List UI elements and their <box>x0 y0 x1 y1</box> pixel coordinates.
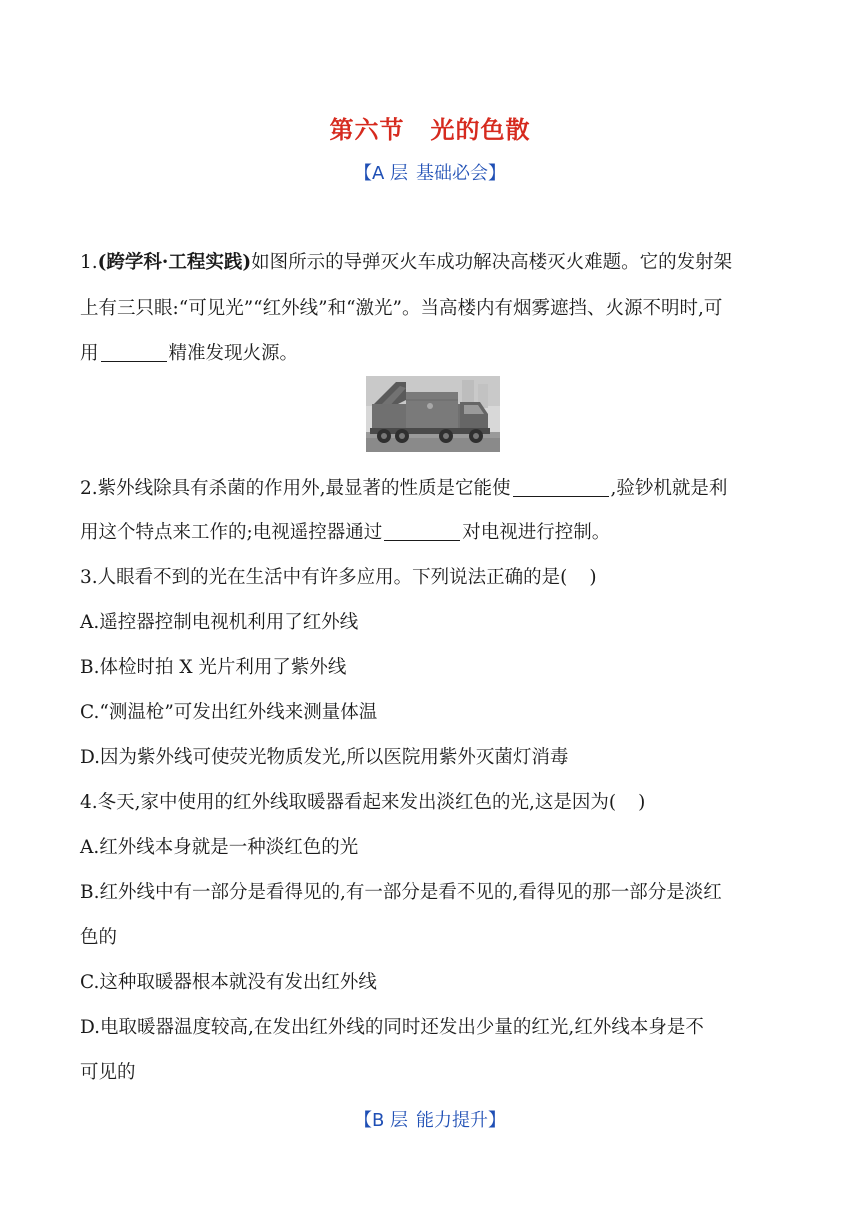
section-name: 能力提升 <box>416 1110 489 1131</box>
section-layer: B 层 <box>371 1110 409 1131</box>
q1-tag: (跨学科·工程实践) <box>97 252 252 273</box>
fire-truck-photo <box>366 376 500 452</box>
q3-stem-text: 3.人眼看不到的光在生活中有许多应用。下列说法正确的是( <box>80 567 568 588</box>
q3-option-b: B.体检时拍 X 光片利用了紫外线 <box>80 657 347 678</box>
bracket-close: 】 <box>488 1110 507 1131</box>
q1-text: 如图所示的导弹灭火车成功解决高楼灭火难题。它的发射架 <box>251 252 733 273</box>
bracket-open: 【 <box>353 163 372 184</box>
q2-line1-post: ,验钞机就是利 <box>610 478 728 499</box>
bracket-open: 【 <box>353 1110 372 1131</box>
title-part1: 第六节 <box>329 116 405 144</box>
page-title <box>0 110 860 145</box>
q4-option-c: C.这种取暖器根本就没有发出红外线 <box>80 972 377 993</box>
q4-option-a: A.红外线本身就是一种淡红色的光 <box>80 837 359 858</box>
section-b-header <box>0 1106 860 1132</box>
q2-answer-blank-2[interactable] <box>384 522 460 541</box>
q3-option-a: A.遥控器控制电视机利用了红外线 <box>80 612 359 633</box>
q2-answer-blank-1[interactable] <box>513 478 609 497</box>
section-a-header <box>0 159 860 185</box>
q2-line1 <box>80 477 727 501</box>
q4-stem-text: 4.冬天,家中使用的红外线取暖器看起来发出淡红色的光,这是因为( <box>80 792 617 813</box>
q4-stem-close: ) <box>638 792 646 813</box>
q3-option-c: C.“测温枪”可发出红外线来测量体温 <box>80 702 378 723</box>
q1-line3-pre: 用 <box>80 343 99 364</box>
q1-line3 <box>80 342 298 366</box>
q2-line1-pre: 2.紫外线除具有杀菌的作用外,最显著的性质是它能使 <box>80 478 511 499</box>
title-part2: 光的色散 <box>430 116 531 144</box>
q1-answer-blank[interactable] <box>101 343 167 362</box>
q3-stem <box>80 566 597 590</box>
q4-option-d-line1: D.电取暖器温度较高,在发出红外线的同时还发出少量的红光,红外线本身是不 <box>80 1017 704 1038</box>
section-name: 基础必会 <box>416 163 489 184</box>
q2-line2-pre: 用这个特点来工作的;电视遥控器通过 <box>80 522 383 543</box>
q1-line2: 上有三只眼:“可见光”“红外线”和“激光”。当高楼内有烟雾遮挡、火源不明时,可 <box>80 298 723 319</box>
q4-option-b-line2: 色的 <box>80 927 118 948</box>
q3-option-d: D.因为紫外线可使荧光物质发光,所以医院用紫外灭菌灯消毒 <box>80 747 569 768</box>
q2-line2 <box>80 521 610 545</box>
section-layer: A 层 <box>371 163 409 184</box>
q2-line2-post: 对电视进行控制。 <box>462 522 611 543</box>
q3-stem-close: ) <box>589 567 597 588</box>
q1-line3-post: 精准发现火源。 <box>168 343 299 364</box>
q4-option-b-line1: B.红外线中有一部分是看得见的,有一部分是看不见的,看得见的那一部分是淡红 <box>80 882 722 903</box>
q1-number: 1. <box>80 252 98 273</box>
bracket-close: 】 <box>488 163 507 184</box>
q4-option-d-line2: 可见的 <box>80 1062 136 1083</box>
q4-stem <box>80 791 645 815</box>
q1-line1 <box>80 251 732 275</box>
